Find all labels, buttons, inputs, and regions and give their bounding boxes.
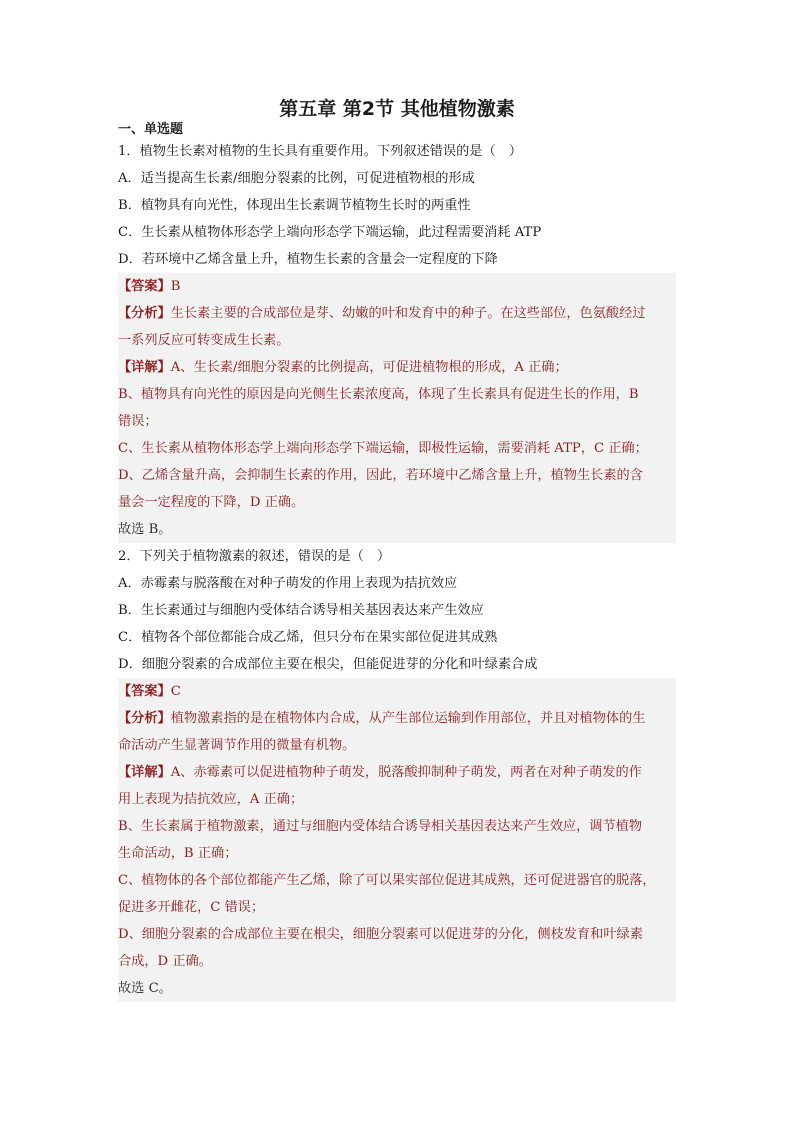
option-c: C．植物各个部位都能合成乙烯，但只分布在果实部位促进其成熟 [118, 630, 498, 645]
detail-text: D、细胞分裂素的合成部位主要在根尖，细胞分裂素可以促进芽的分化，侧枝发育和叶绿素 [118, 927, 643, 942]
analysis-line [118, 300, 676, 327]
detail-text: 量会一定程度的下降，D 正确。 [118, 495, 305, 510]
analysis-line [118, 705, 676, 732]
detail-text: 促进多开雌花，C 错误； [118, 900, 265, 915]
question-2 [118, 543, 676, 678]
answer-value: B [170, 279, 181, 294]
analysis-text: 植物激素指的是在植物体内合成，从产生部位运输到作用部位，并且对植物体的生 [170, 711, 646, 726]
answer-tag: 【答案】 [118, 279, 171, 294]
detail-text: C、植物体的各个部位都能产生乙烯，除了可以果实部位促进其成熟，还可促进器官的脱落， [118, 873, 656, 888]
analysis-text: 命活动产生显著调节作用的微量有机物。 [118, 738, 356, 753]
section-heading: 一、单选题 [118, 122, 184, 137]
question-1 [118, 138, 676, 273]
detail-text: 错误； [118, 414, 158, 429]
detail-line [118, 354, 676, 381]
answer-tag: 【答案】 [118, 684, 171, 699]
detail-text: B、植物具有向光性的原因是向光侧生长素浓度高，体现了生长素具有促进生长的作用，B [118, 387, 639, 402]
detail-text: 合成，D 正确。 [118, 954, 212, 969]
answer-block-2 [118, 678, 676, 1002]
page-title: 第五章 第2节 其他植物激素 [279, 98, 515, 120]
question-stem: 2．下列关于植物激素的叙述，错误的是（ ） [118, 549, 391, 564]
option-b: B．生长素通过与细胞内受体结合诱导相关基因表达来产生效应 [118, 603, 484, 618]
analysis-tag: 【分析】 [118, 306, 171, 321]
option-d: D．细胞分裂素的合成部位主要在根尖，但能促进芽的分化和叶绿素合成 [118, 657, 538, 672]
option-a: A．适当提高生长素/细胞分裂素的比例，可促进植物根的形成 [118, 171, 475, 186]
answer-line [118, 273, 676, 300]
analysis-text: 一系列反应可转变成生长素。 [118, 333, 290, 348]
detail-text: B、生长素属于植物激素，通过与细胞内受体结合诱导相关基因表达来产生效应，调节植物 [118, 819, 642, 834]
detail-text: D、乙烯含量升高，会抑制生长素的作用，因此，若环境中乙烯含量上升，植物生长素的含 [118, 468, 643, 483]
detail-tag: 【详解】 [118, 765, 171, 780]
answer-block-1 [118, 273, 676, 543]
answer-value: C [170, 684, 181, 699]
option-a: A．赤霉素与脱落酸在对种子萌发的作用上表现为拮抗效应 [118, 576, 458, 591]
option-b: B．植物具有向光性，体现出生长素调节植物生长时的两重性 [118, 198, 471, 213]
conclusion: 故选 C。 [118, 981, 172, 996]
detail-tag: 【详解】 [118, 360, 171, 375]
option-d: D．若环境中乙烯含量上升，植物生长素的含量会一定程度的下降 [118, 252, 498, 267]
document-page [118, 96, 676, 1002]
detail-line [118, 759, 676, 786]
option-c: C．生长素从植物体形态学上端向形态学下端运输，此过程需要消耗 ATP [118, 225, 542, 240]
detail-text: 生命活动，B 正确； [118, 846, 238, 861]
detail-text: C、生长素从植物体形态学上端向形态学下端运输，即极性运输，需要消耗 ATP，C 正确； [118, 441, 648, 456]
answer-line [118, 678, 676, 705]
detail-text: 用上表现为拮抗效应，A 正确； [118, 792, 304, 807]
analysis-tag: 【分析】 [118, 711, 171, 726]
conclusion: 故选 B。 [118, 522, 172, 537]
question-stem: 1．植物生长素对植物的生长具有重要作用。下列叙述错误的是（ ） [118, 144, 523, 159]
detail-text: A、赤霉素可以促进植物种子萌发，脱落酸抑制种子萌发，两者在对种子萌发的作 [170, 765, 642, 780]
detail-text: A、生长素/细胞分裂素的比例提高，可促进植物根的形成，A 正确； [170, 360, 568, 375]
analysis-text: 生长素主要的合成部位是芽、幼嫩的叶和发育中的种子。在这些部位，色氨酸经过 [170, 306, 646, 321]
